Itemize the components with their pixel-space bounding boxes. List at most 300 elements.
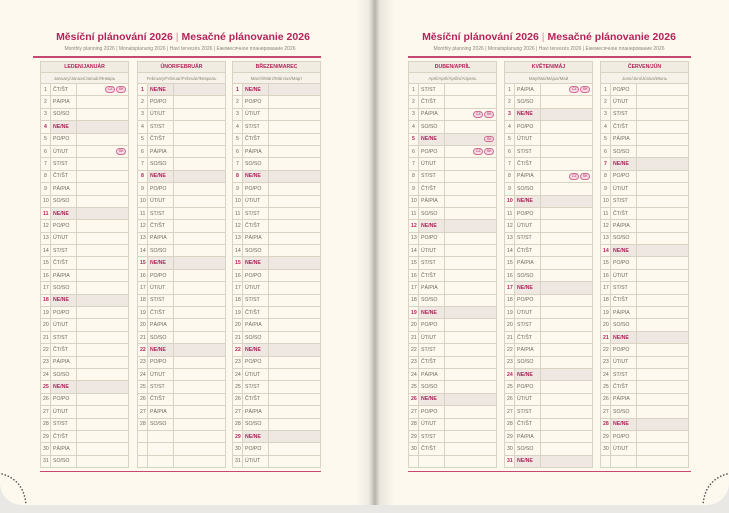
weekday-label: ČT/ŠT [515, 158, 541, 170]
notes-cell[interactable] [174, 245, 226, 257]
month-header [138, 62, 226, 73]
notes-cell[interactable] [637, 319, 689, 331]
weekday-label [148, 455, 174, 467]
notes-cell[interactable] [77, 282, 129, 294]
notes-cell[interactable] [174, 220, 226, 232]
notes-cell[interactable] [541, 220, 593, 232]
notes-cell[interactable] [174, 418, 226, 430]
day-row [505, 220, 593, 232]
notes-cell[interactable] [541, 331, 593, 343]
notes-cell[interactable] [174, 307, 226, 319]
day-row [505, 443, 593, 455]
day-row [409, 207, 497, 219]
notes-cell[interactable] [541, 207, 593, 219]
month-header [41, 62, 129, 73]
day-number: 24 [233, 368, 243, 380]
day-number: 11 [41, 207, 51, 219]
notes-cell[interactable] [174, 207, 226, 219]
notes-cell[interactable] [445, 331, 497, 343]
notes-cell[interactable] [541, 368, 593, 380]
day-row [409, 84, 497, 96]
weekday-label: ST/ST [515, 319, 541, 331]
weekday-label: ST/ST [419, 344, 445, 356]
month-table [232, 61, 321, 468]
notes-cell[interactable] [77, 183, 129, 195]
notes-cell[interactable] [269, 245, 321, 257]
month-header [233, 62, 321, 73]
weekday-label: PO/PO [51, 220, 77, 232]
notes-cell[interactable] [269, 183, 321, 195]
day-number: 30 [601, 443, 611, 455]
notes-cell[interactable] [269, 307, 321, 319]
notes-cell[interactable] [637, 418, 689, 430]
weekday-label: ÚT/UT [243, 368, 269, 380]
notes-cell[interactable] [445, 356, 497, 368]
notes-cell[interactable] [269, 257, 321, 269]
weekday-label: ÚT/UT [611, 443, 637, 455]
notes-cell[interactable] [269, 406, 321, 418]
weekday-label: ČT/ŠT [148, 393, 174, 405]
weekday-label: PO/PO [243, 183, 269, 195]
holiday-badge-sk: SK [484, 148, 494, 154]
day-number: 27 [138, 406, 148, 418]
day-number: 10 [409, 195, 419, 207]
day-row [41, 245, 129, 257]
notes-cell[interactable] [269, 443, 321, 455]
notes-cell[interactable] [541, 455, 593, 467]
notes-cell[interactable] [77, 232, 129, 244]
day-row [505, 406, 593, 418]
holiday-badge-sk: SK [484, 111, 494, 117]
notes-cell[interactable] [269, 430, 321, 442]
notes-cell[interactable] [541, 96, 593, 108]
day-row [409, 183, 497, 195]
notes-cell[interactable] [269, 455, 321, 467]
notes-cell[interactable] [541, 319, 593, 331]
notes-cell[interactable] [541, 133, 593, 145]
notes-cell[interactable] [637, 257, 689, 269]
day-number: 16 [233, 269, 243, 281]
notes-cell[interactable] [174, 282, 226, 294]
day-row [233, 170, 321, 182]
notes-cell[interactable] [269, 158, 321, 170]
notes-cell[interactable] [174, 455, 226, 467]
day-number: 10 [41, 195, 51, 207]
notes-cell[interactable] [637, 170, 689, 182]
notes-cell[interactable] [541, 195, 593, 207]
title-cz: Měsíční plánování 2026 [422, 31, 539, 43]
day-number: 16 [505, 269, 515, 281]
day-number: 15 [233, 257, 243, 269]
notes-cell[interactable] [269, 381, 321, 393]
notes-cell[interactable] [77, 121, 129, 133]
notes-cell[interactable] [269, 121, 321, 133]
notes-cell[interactable] [77, 455, 129, 467]
day-row [505, 307, 593, 319]
day-number: 2 [505, 96, 515, 108]
day-row [138, 245, 226, 257]
day-row [505, 344, 593, 356]
day-number: 29 [409, 430, 419, 442]
notes-cell[interactable] [445, 269, 497, 281]
weekday-label: ST/ST [611, 368, 637, 380]
notes-cell[interactable] [541, 183, 593, 195]
notes-cell[interactable] [637, 406, 689, 418]
day-number: 21 [601, 331, 611, 343]
weekday-label: NE/NE [148, 84, 174, 96]
notes-cell[interactable] [637, 368, 689, 380]
notes-cell[interactable] [637, 207, 689, 219]
notes-cell[interactable] [445, 195, 497, 207]
notes-cell[interactable] [541, 121, 593, 133]
day-row [41, 356, 129, 368]
notes-cell[interactable] [541, 344, 593, 356]
notes-cell[interactable] [445, 393, 497, 405]
notes-cell[interactable] [541, 108, 593, 120]
holiday-badge-sk: SK [484, 136, 494, 142]
weekday-label: ČT/ŠT [419, 96, 445, 108]
day-number: 16 [138, 269, 148, 281]
notes-cell[interactable] [541, 269, 593, 281]
notes-cell[interactable] [541, 245, 593, 257]
notes-cell[interactable] [541, 232, 593, 244]
weekday-label: PO/PO [148, 183, 174, 195]
notes-cell[interactable] [637, 294, 689, 306]
weekday-label: SO/SO [611, 145, 637, 157]
notes-cell[interactable] [174, 232, 226, 244]
notes-cell[interactable] [269, 232, 321, 244]
notes-cell[interactable] [445, 96, 497, 108]
day-row [233, 183, 321, 195]
notes-cell[interactable] [445, 121, 497, 133]
day-row [601, 393, 689, 405]
notes-cell[interactable] [541, 406, 593, 418]
notes-cell[interactable] [541, 307, 593, 319]
notes-cell[interactable] [174, 430, 226, 442]
notes-cell[interactable] [269, 319, 321, 331]
weekday-label: NE/NE [51, 294, 77, 306]
notes-cell[interactable] [637, 183, 689, 195]
day-row [505, 356, 593, 368]
day-number: 11 [505, 207, 515, 219]
notes-cell[interactable] [445, 455, 497, 467]
day-row [505, 195, 593, 207]
notes-cell[interactable] [637, 430, 689, 442]
day-row [138, 331, 226, 343]
day-number: 9 [409, 183, 419, 195]
notes-cell[interactable] [445, 294, 497, 306]
weekday-label: NE/NE [243, 430, 269, 442]
notes-cell[interactable] [637, 381, 689, 393]
notes-cell[interactable] [637, 331, 689, 343]
notes-cell[interactable] [174, 133, 226, 145]
notes-cell[interactable] [445, 443, 497, 455]
notes-cell[interactable] [637, 307, 689, 319]
weekday-label: ČT/ŠT [515, 331, 541, 343]
notes-cell[interactable] [174, 319, 226, 331]
day-number: 27 [505, 406, 515, 418]
notes-cell[interactable] [77, 220, 129, 232]
notes-cell[interactable] [541, 381, 593, 393]
day-row [601, 319, 689, 331]
notes-cell[interactable] [637, 245, 689, 257]
notes-cell[interactable] [77, 133, 129, 145]
weekday-label: SO/SO [611, 319, 637, 331]
weekday-label: ČT/ŠT [51, 257, 77, 269]
month-table [600, 61, 689, 468]
notes-cell[interactable] [174, 257, 226, 269]
day-number: 17 [505, 282, 515, 294]
notes-cell[interactable] [174, 170, 226, 182]
day-row [233, 232, 321, 244]
notes-cell[interactable] [77, 443, 129, 455]
day-row [409, 331, 497, 343]
day-number: 7 [409, 158, 419, 170]
notes-cell[interactable] [77, 393, 129, 405]
day-number [138, 443, 148, 455]
day-number: 30 [233, 443, 243, 455]
notes-cell[interactable] [77, 269, 129, 281]
notes-cell[interactable] [174, 356, 226, 368]
day-row [41, 183, 129, 195]
weekday-label: ST/ST [515, 232, 541, 244]
notes-cell[interactable] [637, 282, 689, 294]
day-row [505, 319, 593, 331]
day-number: 6 [505, 145, 515, 157]
notes-cell[interactable] [77, 145, 129, 157]
notes-cell[interactable] [637, 145, 689, 157]
holiday-badge-cz: CZ [473, 148, 483, 154]
notes-cell[interactable] [77, 257, 129, 269]
notes-cell[interactable] [541, 145, 593, 157]
notes-cell[interactable] [174, 331, 226, 343]
notes-cell[interactable] [269, 356, 321, 368]
day-row [601, 220, 689, 232]
notes-cell[interactable] [445, 145, 497, 157]
notes-cell[interactable] [174, 108, 226, 120]
notes-cell[interactable] [269, 368, 321, 380]
weekday-label: PO/PO [419, 145, 445, 157]
notes-cell[interactable] [637, 96, 689, 108]
day-row [409, 158, 497, 170]
weekday-label: PÁ/PIA [243, 319, 269, 331]
notes-cell[interactable] [174, 393, 226, 405]
day-row [41, 430, 129, 442]
notes-cell[interactable] [174, 195, 226, 207]
weekday-label: ÚT/UT [515, 133, 541, 145]
day-row [409, 319, 497, 331]
notes-cell[interactable] [445, 406, 497, 418]
weekday-label: ČT/ŠT [515, 418, 541, 430]
notes-cell[interactable] [637, 232, 689, 244]
day-row [138, 319, 226, 331]
notes-cell[interactable] [77, 430, 129, 442]
day-number: 26 [138, 393, 148, 405]
notes-cell[interactable] [445, 108, 497, 120]
notes-cell[interactable] [174, 121, 226, 133]
notes-cell[interactable] [445, 170, 497, 182]
notes-cell[interactable] [174, 406, 226, 418]
day-number: 3 [505, 108, 515, 120]
notes-cell[interactable] [637, 393, 689, 405]
notes-cell[interactable] [174, 443, 226, 455]
day-row [233, 158, 321, 170]
notes-cell[interactable] [637, 443, 689, 455]
weekday-label: PÁ/PIA [611, 133, 637, 145]
notes-cell[interactable] [637, 220, 689, 232]
notes-cell[interactable] [541, 257, 593, 269]
notes-cell[interactable] [445, 220, 497, 232]
notes-cell[interactable] [269, 269, 321, 281]
day-number [409, 455, 419, 467]
notes-cell[interactable] [77, 195, 129, 207]
notes-cell[interactable] [269, 220, 321, 232]
day-row [41, 381, 129, 393]
notes-cell[interactable] [637, 133, 689, 145]
notes-cell[interactable] [445, 257, 497, 269]
notes-cell[interactable] [445, 368, 497, 380]
notes-cell[interactable] [445, 245, 497, 257]
notes-cell[interactable] [77, 84, 129, 96]
weekday-label: PO/PO [611, 344, 637, 356]
notes-cell[interactable] [174, 158, 226, 170]
notes-cell[interactable] [541, 158, 593, 170]
notes-cell[interactable] [637, 344, 689, 356]
notes-cell[interactable] [637, 158, 689, 170]
notes-cell[interactable] [77, 96, 129, 108]
day-row [505, 245, 593, 257]
notes-cell[interactable] [174, 294, 226, 306]
notes-cell[interactable] [637, 195, 689, 207]
notes-cell[interactable] [269, 294, 321, 306]
day-number: 4 [601, 121, 611, 133]
notes-cell[interactable] [174, 145, 226, 157]
notes-cell[interactable] [269, 393, 321, 405]
notes-cell[interactable] [174, 344, 226, 356]
notes-cell[interactable] [269, 331, 321, 343]
notes-cell[interactable] [77, 331, 129, 343]
notes-cell[interactable] [445, 418, 497, 430]
notes-cell[interactable] [541, 393, 593, 405]
notes-cell[interactable] [445, 430, 497, 442]
weekday-label: PÁ/PIA [419, 368, 445, 380]
notes-cell[interactable] [541, 282, 593, 294]
notes-cell[interactable] [541, 356, 593, 368]
notes-cell[interactable] [174, 368, 226, 380]
notes-cell[interactable] [269, 195, 321, 207]
day-number: 7 [601, 158, 611, 170]
day-number: 25 [505, 381, 515, 393]
notes-cell[interactable] [174, 269, 226, 281]
notes-cell[interactable] [445, 319, 497, 331]
month-name: LEDEN/JANUÁR [41, 62, 129, 73]
notes-cell[interactable] [269, 344, 321, 356]
notes-cell[interactable] [541, 84, 593, 96]
notes-cell[interactable] [445, 381, 497, 393]
notes-cell[interactable] [174, 84, 226, 96]
notes-cell[interactable] [269, 96, 321, 108]
notes-cell[interactable] [637, 455, 689, 467]
day-number: 12 [233, 220, 243, 232]
notes-cell[interactable] [637, 269, 689, 281]
day-number: 28 [409, 418, 419, 430]
notes-cell[interactable] [77, 381, 129, 393]
notes-cell[interactable] [77, 207, 129, 219]
day-row [409, 121, 497, 133]
day-number: 1 [233, 84, 243, 96]
notes-cell[interactable] [445, 282, 497, 294]
notes-cell[interactable] [269, 418, 321, 430]
notes-cell[interactable] [77, 307, 129, 319]
day-number: 12 [409, 220, 419, 232]
weekday-label: PÁ/PIA [51, 443, 77, 455]
notes-cell[interactable] [541, 170, 593, 182]
day-number: 1 [41, 84, 51, 96]
notes-cell[interactable] [77, 158, 129, 170]
notes-cell[interactable] [269, 133, 321, 145]
weekday-label: ÚT/UT [243, 455, 269, 467]
notes-cell[interactable] [174, 381, 226, 393]
notes-cell[interactable] [77, 294, 129, 306]
notes-cell[interactable] [541, 430, 593, 442]
notes-cell[interactable] [445, 133, 497, 145]
notes-cell[interactable] [637, 108, 689, 120]
day-number [601, 455, 611, 467]
notes-cell[interactable] [269, 282, 321, 294]
notes-cell[interactable] [445, 344, 497, 356]
notes-cell[interactable] [77, 108, 129, 120]
notes-cell[interactable] [269, 84, 321, 96]
notes-cell[interactable] [174, 183, 226, 195]
notes-cell[interactable] [445, 307, 497, 319]
weekday-label: ST/ST [243, 381, 269, 393]
notes-cell[interactable] [445, 207, 497, 219]
weekday-label [148, 430, 174, 442]
day-row [233, 207, 321, 219]
notes-cell[interactable] [77, 368, 129, 380]
day-row [601, 145, 689, 157]
notes-cell[interactable] [77, 170, 129, 182]
weekday-label: PÁ/PIA [611, 220, 637, 232]
notes-cell[interactable] [77, 245, 129, 257]
notes-cell[interactable] [77, 319, 129, 331]
notes-cell[interactable] [77, 344, 129, 356]
notes-cell[interactable] [445, 183, 497, 195]
notes-cell[interactable] [541, 418, 593, 430]
notes-cell[interactable] [541, 294, 593, 306]
notes-cell[interactable] [77, 418, 129, 430]
notes-cell[interactable] [541, 443, 593, 455]
notes-cell[interactable] [77, 406, 129, 418]
weekday-label: NE/NE [611, 245, 637, 257]
notes-cell[interactable] [269, 207, 321, 219]
notes-cell[interactable] [77, 356, 129, 368]
notes-cell[interactable] [174, 96, 226, 108]
notes-cell[interactable] [637, 121, 689, 133]
notes-cell[interactable] [445, 232, 497, 244]
day-number: 18 [505, 294, 515, 306]
weekday-label: NE/NE [515, 368, 541, 380]
notes-cell[interactable] [269, 145, 321, 157]
notes-cell[interactable] [445, 158, 497, 170]
notes-cell[interactable] [637, 84, 689, 96]
notes-cell[interactable] [269, 108, 321, 120]
day-number: 6 [41, 145, 51, 157]
notes-cell[interactable] [637, 356, 689, 368]
notes-cell[interactable] [445, 84, 497, 96]
notes-cell[interactable] [269, 170, 321, 182]
day-number: 18 [138, 294, 148, 306]
